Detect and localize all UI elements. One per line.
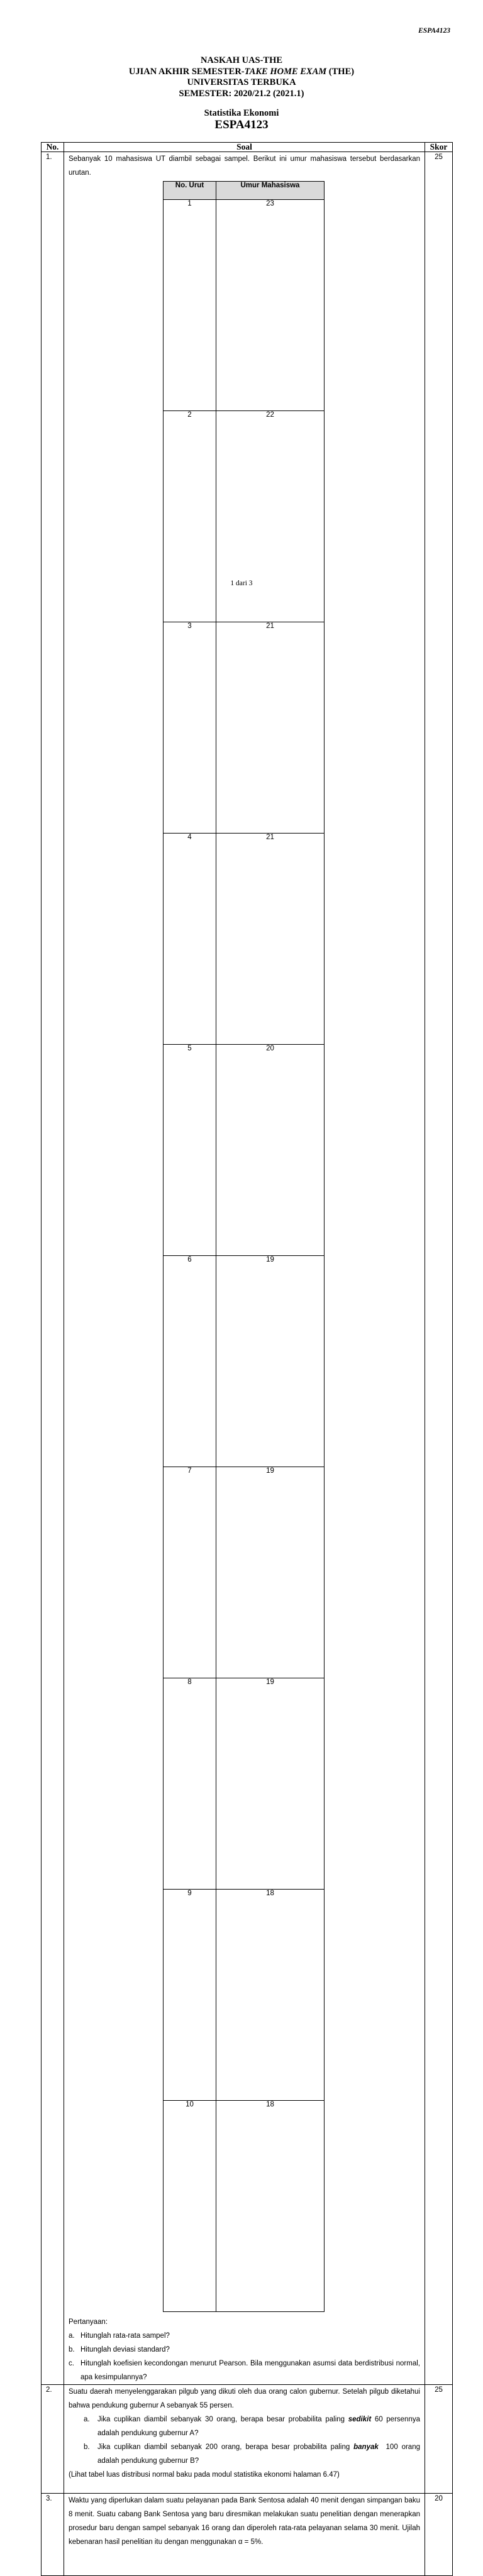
question-prompt-label: Pertanyaan:: [69, 2318, 108, 2326]
table-row: 4 21: [164, 834, 325, 1045]
table-row: 7 19: [164, 1467, 325, 1678]
age-table-header-no: No. Urut: [164, 182, 216, 200]
question-number: 3.: [42, 2494, 64, 2576]
question-score: 25: [425, 2385, 453, 2494]
table-row: 3 21: [164, 622, 325, 834]
list-item: a. Hitunglah rata-rata sampel?: [69, 2332, 170, 2340]
page-number: 1 dari 3: [230, 580, 253, 587]
question-row-2: [42, 2385, 453, 2494]
age-table: [163, 181, 325, 2312]
table-row: 2 22: [164, 411, 325, 622]
question-intro: Sebanyak 10 mahasiswa UT diambil sebagai sampel. Berikut ini umur mahasiswa tersebut berdasarkan urutan.: [69, 155, 420, 177]
table-row: 10 18: [164, 2101, 325, 2312]
question-table: [41, 142, 453, 2576]
list-item: b. Hitunglah deviasi standard?: [69, 2346, 170, 2353]
question-number: 1.: [42, 152, 64, 2385]
question-text: Waktu yang diperlukan dalam suatu pelayanan pada Bank Sentosa adalah 40 menit dengan simpangan baku 8 menit. Suatu cabang Bank Sentosa yang baru diresmikan melakukan suatu penelitian dengan menerapkan prosedur baru dengan sampel sebanyak 16 orang dan diperoleh rata-rata pelayanan selama 30 menit. Ujilah kebenaran hasil penelitian itu dengan menggunakan α = 5%.: [69, 2497, 420, 2546]
subject-title: Statistika Ekonomi: [204, 108, 279, 118]
list-item: b. Jika cuplikan diambil sebanyak 200 orang, berapa besar probabilita paling banyak 100 orang adalah pendukung gubernur B?: [84, 2443, 425, 2465]
header-line-3: UNIVERSITAS TERBUKA: [187, 77, 296, 87]
table-row: 6 19: [164, 1256, 325, 1467]
list-item: a. Jika cuplikan diambil sebanyak 30 orang, berapa besar probabilita paling sedikit 60 persennya adalah pendukung gubernur A?: [84, 2416, 420, 2437]
exam-header: [0, 55, 483, 99]
header-line-4: SEMESTER: 2020/21.2 (2021.1): [179, 88, 304, 99]
header-skor: Skor: [425, 143, 453, 152]
document-code: ESPA4123: [418, 27, 450, 35]
header-soal: Soal: [64, 143, 425, 152]
header-line-2: UJIAN AKHIR SEMESTER-TAKE HOME EXAM (THE): [128, 66, 355, 77]
table-row: 8 19: [164, 1678, 325, 1890]
table-row: 1 23: [164, 200, 325, 411]
question-note: (Lihat tabel luas distribusi normal baku pada modul statistika ekonomi halaman 6.47): [69, 2471, 340, 2479]
table-header-row: [42, 143, 453, 152]
age-table-header-age: Umur Mahasiswa: [216, 182, 324, 200]
question-row-1: [42, 152, 453, 2385]
list-item: c. Hitunglah koefisien kecondongan menurut Pearson. Bila menggunakan asumsi data berdistribusi normal, apa kesimpulannya?: [69, 2360, 420, 2381]
table-row: 9 18: [164, 1890, 325, 2101]
question-row-3: [42, 2494, 453, 2576]
table-row: 5 20: [164, 1045, 325, 1256]
question-intro: Suatu daerah menyelenggarakan pilgub yang dikuti oleh dua orang calon gubernur. Setelah pilgub diketahui bahwa pendukung gubernur A sebanyak 55 persen.: [69, 2388, 420, 2409]
question-score: 25: [425, 152, 453, 2385]
question-body: [64, 2494, 425, 2576]
question-body: [64, 152, 425, 2385]
question-number: 2.: [42, 2385, 64, 2494]
course-code: ESPA4123: [214, 118, 269, 131]
header-line-1: NASKAH UAS-THE: [200, 55, 283, 65]
header-no: No.: [42, 143, 64, 152]
question-body: [64, 2385, 425, 2494]
question-score: 20: [425, 2494, 453, 2576]
